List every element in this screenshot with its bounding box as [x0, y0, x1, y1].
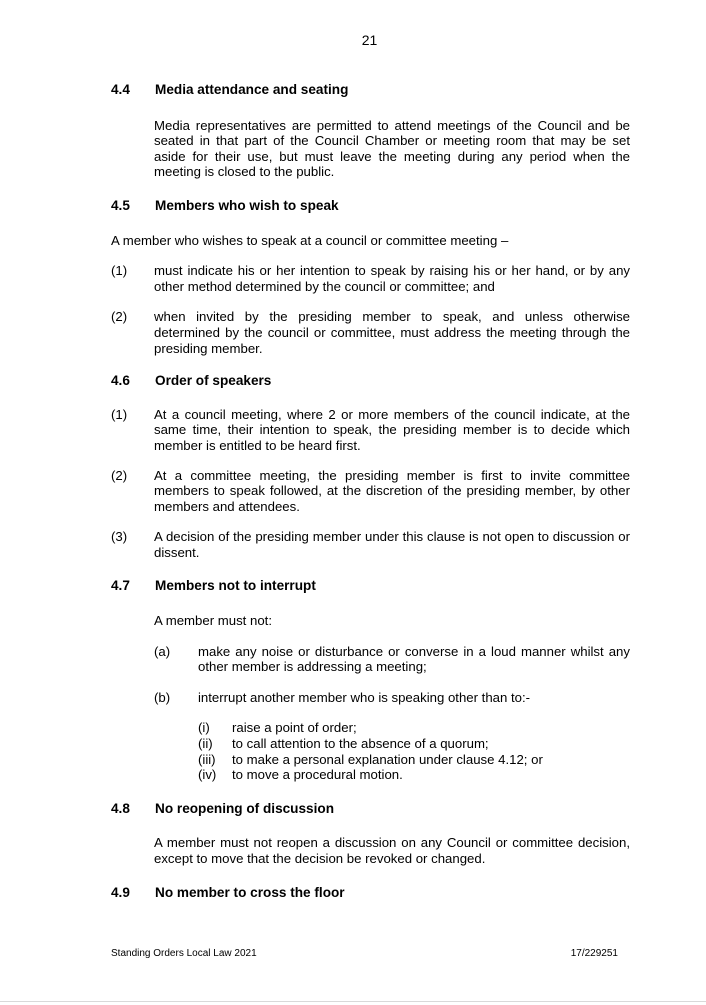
- sub-list-text: raise a point of order;: [232, 720, 357, 736]
- list-label: (a): [154, 643, 171, 659]
- page-bottom-edge: [0, 1001, 706, 1002]
- heading-title: Media attendance and seating: [155, 82, 349, 97]
- list-text: At a committee meeting, the presiding member is first to invite committee members to speak followed, at the discretion of the presiding member, by other members and attendees.: [154, 467, 630, 514]
- list-item: [111, 468, 630, 515]
- sub-list-item: [198, 752, 630, 768]
- sub-list: [198, 720, 630, 782]
- sub-list-item: [198, 767, 630, 783]
- list-label: (1): [111, 406, 128, 422]
- list-text: when invited by the presiding member to speak, and unless otherwise determined by the council or committee, must address the meeting through the presiding member.: [154, 309, 630, 356]
- sub-list-label: (iv): [198, 767, 217, 783]
- list-text: A decision of the presiding member under this clause is not open to discussion or dissent.: [154, 529, 630, 560]
- heading-4-7: [111, 578, 630, 594]
- list-label: (2): [111, 309, 128, 325]
- heading-4-5: [111, 198, 630, 214]
- page-number: 21: [361, 32, 378, 48]
- heading-title: Members not to interrupt: [155, 578, 316, 594]
- footer-document-title: Standing Orders Local Law 2021: [111, 948, 257, 959]
- list-label: (2): [111, 467, 128, 483]
- sub-list-text: to make a personal explanation under clause 4.12; or: [232, 751, 543, 767]
- heading-4-6: [111, 373, 630, 389]
- sub-list-label: (ii): [198, 736, 213, 752]
- heading-number: 4.4: [111, 82, 130, 97]
- list-item: [111, 407, 630, 454]
- heading-number: 4.9: [111, 884, 130, 900]
- list-item: [154, 690, 630, 706]
- sub-list-label: (iii): [198, 751, 216, 767]
- list-item: [154, 644, 630, 675]
- list-text: At a council meeting, where 2 or more members of the council indicate, at the same time, their intention to speak, the presiding member is to decide which member is entitled to be heard first.: [154, 406, 630, 453]
- heading-4-8: [111, 801, 630, 817]
- heading-number: 4.8: [111, 800, 130, 816]
- list-text: interrupt another member who is speaking other than to:-: [198, 689, 531, 705]
- list-text: must indicate his or her intention to speak by raising his or her hand, or by any other method determined by the council or committee; and: [154, 263, 630, 294]
- heading-title: No reopening of discussion: [155, 800, 334, 816]
- list-label: (1): [111, 263, 128, 279]
- paragraph-media-attendance: Media representatives are permitted to attend meetings of the Council and be seated in that part of the Council Chamber or meeting room that may be set aside for their use, but must leave the meeting during any period when the meeting is closed to the public.: [154, 117, 630, 180]
- heading-number: 4.5: [111, 197, 130, 213]
- heading-number: 4.6: [111, 373, 130, 389]
- page-footer: [111, 946, 618, 962]
- heading-4-9: [111, 885, 630, 901]
- sub-list-item: [198, 736, 630, 752]
- paragraph-intro: A member who wishes to speak at a council or committee meeting –: [111, 232, 509, 248]
- sub-list-item: [198, 720, 630, 736]
- paragraph-no-reopening: A member must not reopen a discussion on any Council or committee decision, except to move that the decision be revoked or changed.: [154, 835, 630, 866]
- heading-title: No member to cross the floor: [155, 884, 345, 900]
- sub-list-label: (i): [198, 720, 210, 736]
- list-item: [111, 529, 630, 560]
- footer-reference-number: 17/229251: [570, 948, 618, 959]
- list-item: [111, 263, 630, 294]
- heading-4-4: [111, 82, 630, 98]
- heading-title: Order of speakers: [155, 373, 272, 389]
- sub-list-text: to call attention to the absence of a quorum;: [232, 736, 489, 752]
- sub-list-text: to move a procedural motion.: [232, 767, 403, 783]
- list-item: [111, 309, 630, 356]
- heading-title: Members who wish to speak: [155, 197, 339, 213]
- paragraph-intro: A member must not:: [154, 613, 272, 629]
- list-label: (3): [111, 529, 128, 545]
- heading-number: 4.7: [111, 578, 130, 594]
- list-text: make any noise or disturbance or converse in a loud manner whilst any other member is addressing a meeting;: [198, 643, 630, 675]
- page-content: [111, 82, 630, 900]
- list-label: (b): [154, 689, 171, 705]
